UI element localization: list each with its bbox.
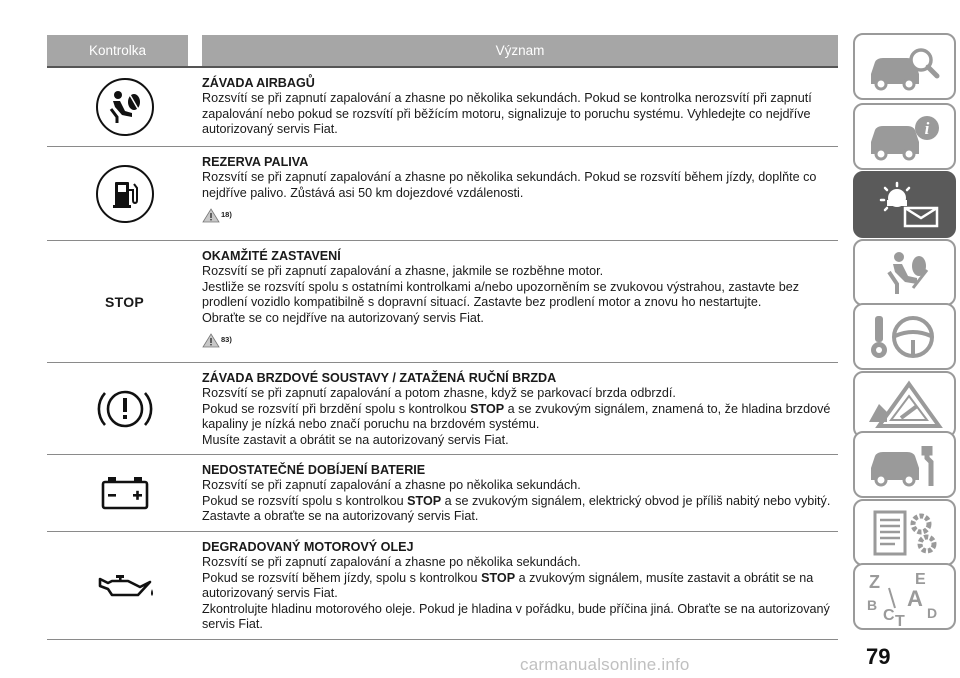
index-letter: C: [882, 606, 895, 624]
seat-airbag-icon: [865, 248, 945, 298]
battery-icon: [99, 475, 151, 511]
specs-gear-icon: [865, 506, 945, 560]
row-description: Rozsvítí se při zapnutí zapalování a zhasne po několika sekundách. Pokud se kontrolka nerozsvítí při zapnutí zapalování nebo pokud se rozsvítí při běžícím motoru, signalizuje to poruchu systému. Vyhledejte co nejdříve autorizovaný servis Fiat.: [202, 91, 812, 137]
row-title: ZÁVADA AIRBAGŮ: [202, 76, 315, 90]
tab-technical-data[interactable]: [853, 499, 956, 566]
column-header-indicator: Kontrolka: [47, 35, 188, 66]
table-row: [47, 532, 838, 640]
svg-text:i: i: [924, 118, 929, 138]
car-search-icon: [865, 42, 945, 92]
fuel-pump-icon: [96, 165, 154, 223]
tab-safety[interactable]: [853, 239, 956, 306]
stop-keyword: STOP: [407, 493, 442, 508]
warning-triangle-tools-icon: [865, 378, 945, 432]
stop-keyword: STOP: [481, 570, 516, 585]
row-description: Rozsvítí se při zapnutí zapalování a zhasne po několika sekundách.: [202, 478, 581, 493]
row-description: Zkontrolujte hladinu motorového oleje. Pokud je hladina v pořádku, bude příčina jiná. Obraťte se na autorizovaný servis Fiat.: [202, 601, 830, 632]
row-title: OKAMŽITÉ ZASTAVENÍ: [202, 249, 341, 263]
car-info-icon: [865, 112, 945, 162]
index-letter: T: [894, 612, 905, 626]
warning-triangle-icon: [202, 208, 220, 223]
oil-can-icon: [94, 569, 156, 603]
tab-emergency[interactable]: [853, 371, 956, 438]
stop-keyword: STOP: [470, 401, 505, 416]
airbag-icon: [96, 78, 154, 136]
table-row: [47, 455, 838, 532]
tab-car-search[interactable]: [853, 33, 956, 100]
row-title: ZÁVADA BRZDOVÉ SOUSTAVY / ZATAŽENÁ RUČNÍ BRZDA: [202, 371, 557, 385]
brake-warning-icon: [95, 383, 155, 435]
index-letter: E: [914, 570, 926, 588]
warning-triangle-icon: [202, 333, 220, 348]
column-header-meaning: Význam: [202, 35, 838, 66]
row-title: NEDOSTATEČNÉ DOBÍJENÍ BATERIE: [202, 463, 426, 477]
warning-reference: [202, 330, 832, 348]
row-description: Rozsvítí se při zapnutí zapalování a zhasne, jakmile se rozběhne motor.: [202, 264, 604, 279]
index-letter: B: [866, 596, 877, 613]
tab-car-info[interactable]: [853, 103, 956, 170]
watermark: carmanualsonline.info: [520, 655, 690, 674]
table-row: [47, 241, 838, 363]
index-letter: A: [906, 585, 923, 611]
row-description: Rozsvítí se při zapnutí zapalování a zhasne po několika sekundách. Pokud se rozsvítí během jízdy, doplňte co nejdříve palivo. Zůstává asi 50 km dojezdové vzdálenosti.: [202, 170, 817, 200]
row-description: Rozsvítí se při zapnutí zapalování a zhasne po několika sekundách.: [202, 555, 581, 570]
warning-reference-number: 83): [221, 334, 232, 344]
row-description: Rozsvítí se při zapnutí zapalování a potom zhasne, když se parkovací brzda odbrzdí.: [202, 386, 676, 401]
table-header: [47, 35, 838, 66]
table-row: [47, 147, 838, 241]
tab-maintenance[interactable]: [853, 431, 956, 498]
row-title: DEGRADOVANÝ MOTOROVÝ OLEJ: [202, 540, 414, 554]
index-letter: Z: [868, 571, 880, 592]
row-description: Pokud se rozsvítí spolu s kontrolkou STOP a se zvukovým signálem, elektrický obvod je příliš nabitý nebo vybitý. Zastavte a obraťte se na autorizovaný servis Fiat.: [202, 493, 831, 524]
tab-starting-driving[interactable]: [853, 303, 956, 370]
row-description: Musíte zastavit a obrátit se na autorizovaný servis Fiat.: [202, 432, 509, 447]
row-description: Jestliže se rozsvítí spolu s ostatními kontrolkami a/nebo upozorněním se zvukovou výstrahou, zastavte bez prodlení vozidlo kompatibilně s dopravní situací. Zastavte bez prodlení motor a znovu ho nestartujte.: [202, 279, 800, 310]
table-row: [47, 363, 838, 455]
row-description: Pokud se rozsvítí během jízdy, spolu s kontrolkou STOP a zvukovým signálem, musíte zastavit a obrátit se na autorizovaný servis Fiat.: [202, 570, 814, 601]
row-description: Pokud se rozsvítí při brzdění spolu s kontrolkou STOP a se zvukovým signálem, znamená to, že hladina brzdové kapaliny je nízká nebo značí poruchu na brzdovém systému.: [202, 401, 831, 432]
warning-reference: [202, 205, 832, 223]
indicator-table: [47, 68, 838, 640]
row-title: REZERVA PALIVA: [202, 155, 309, 169]
tab-warning-lights[interactable]: [853, 171, 956, 238]
row-description: Obraťte se co nejdříve na autorizovaný servis Fiat.: [202, 310, 484, 325]
key-steering-wheel-icon: [865, 310, 945, 364]
page-number: 79: [866, 644, 891, 669]
warning-reference-number: 18): [221, 209, 232, 219]
alphabet-index-icon: [865, 568, 945, 626]
car-wrench-icon: [865, 438, 945, 492]
warning-light-message-icon: [865, 180, 945, 230]
table-row: [47, 68, 838, 147]
tab-index[interactable]: [853, 563, 956, 630]
index-letter: D: [926, 604, 937, 621]
stop-icon: STOP: [104, 293, 145, 310]
